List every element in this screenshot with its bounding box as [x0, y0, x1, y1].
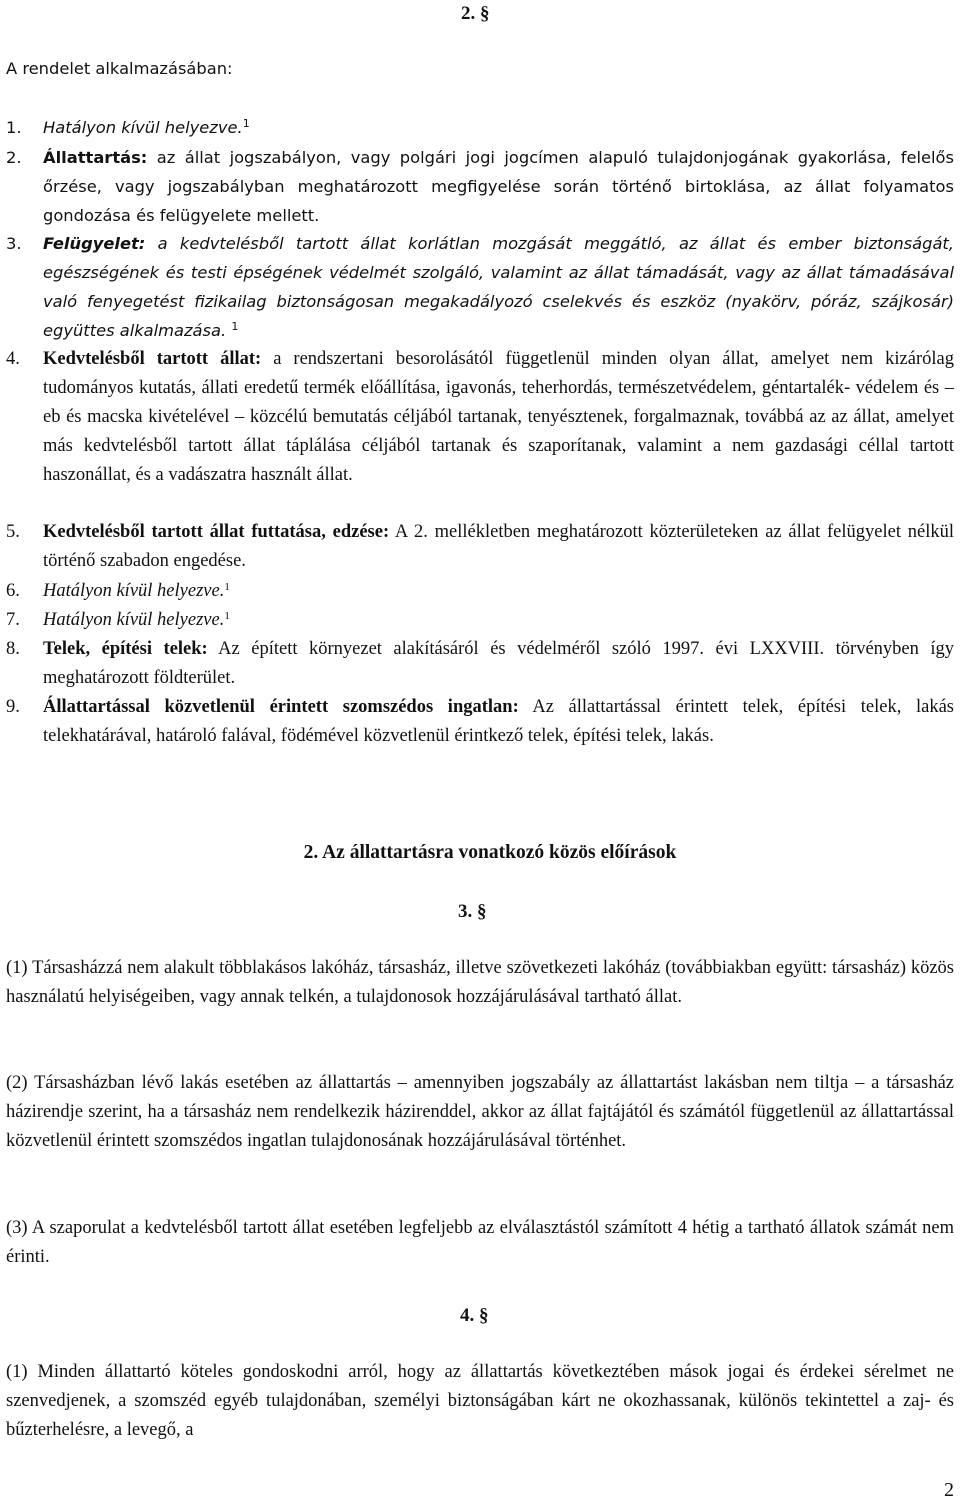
section-2-heading: 2. § — [461, 3, 490, 24]
definition-text: az állat jogszabályon, vagy polgári jogi jogcímen alapuló tulajdonjogának gyakorlása, felelős őrzése, vagy jogszabályban meghatározott megfigyelése során történő birtoklása, az állat folyamatos gondozása és felügyelete mellett. — [43, 148, 954, 225]
definition-text: Hatályon kívül helyezve. — [43, 610, 225, 630]
definition-term: Kedvtelésből tartott állat: — [43, 349, 262, 369]
definition-term: Felügyelet: — [43, 234, 146, 253]
definition-term: Állattartással közvetlenül érintett szomszédos ingatlan: — [43, 697, 519, 717]
definition-number: 6. — [6, 581, 20, 601]
definition-text: Hatályon kívül helyezve. — [43, 118, 243, 137]
section-3-paragraph-1: (1) Társasházzá nem alakult többlakásos lakóház, társasház, illetve szövetkezeti lakóház (továbbiakban együtt: társasház) közös használatú helyiségeiben, vagy annak telkén, a tulajdonosok hozzájárulásával tartható állat. — [6, 958, 954, 1007]
footnote-ref: 1 — [224, 581, 230, 593]
definition-term: Kedvtelésből tartott állat futtatása, edzése: — [43, 522, 390, 542]
definition-term: Telek, építési telek: — [43, 639, 208, 659]
definition-5 — [6, 518, 954, 576]
definition-term: Állattartás: — [43, 148, 148, 167]
definition-text: Az állattartással érintett telek, építési telek, lakás telekhatárával, határoló falával, födémével közvetlenül érintkező telek, építési telek, lakás. — [43, 697, 954, 746]
definition-number: 9. — [6, 697, 20, 717]
definition-9 — [6, 693, 954, 751]
definition-text: Az épített környezet alakításáról és védelméről szóló 1997. évi LXXVIII. törvényben így meghatározott földterület. — [43, 639, 955, 688]
definition-number: 5. — [6, 522, 20, 542]
definition-text: Hatályon kívül helyezve. — [43, 581, 225, 601]
intro-text: A rendelet alkalmazásában: — [6, 59, 233, 78]
definition-3 — [6, 229, 954, 345]
section-4-heading: 4. § — [460, 1305, 489, 1326]
definition-number: 8. — [6, 639, 20, 659]
definition-number: 3. — [6, 234, 22, 253]
definition-7 — [6, 606, 954, 635]
definition-number: 2. — [6, 148, 22, 167]
section-3-paragraph-2: (2) Társasházban lévő lakás esetében az állattartás – amennyiben jogszabály az állattartást lakásban nem tiltja – a társasház házirendje szerint, ha a társasház nem rendelkezik házirenddel, akkor az állat fajtájától és számától függetlenül az állattartással közvetlenül érintett szomszédos ingatlan tulajdonosának hozzájárulásával történhet. — [6, 1073, 954, 1151]
footnote-ref: 1 — [231, 320, 239, 333]
definition-number: 7. — [6, 610, 20, 630]
definition-8 — [6, 635, 954, 693]
page-number: 2 — [944, 1479, 954, 1501]
definition-text: A 2. mellékletben meghatározott közterületeken az állat felügyelet nélkül történő szabadon engedése. — [43, 522, 954, 571]
definition-2 — [6, 143, 954, 230]
section-4-paragraph-1: (1) Minden állattartó köteles gondoskodni arról, hogy az állattartás következtében mások jogai és érdekei sérelmet ne szenvedjenek, a szomszéd egyéb tulajdonában, személyi biztonságában kárt ne okozhassanak, különös tekintettel a zaj- és bűzterhelésre, a levegő, a — [6, 1362, 954, 1440]
chapter-title: 2. Az állattartásra vonatkozó közös előírások — [303, 842, 677, 863]
footnote-ref: 1 — [224, 610, 230, 622]
footnote-ref: 1 — [242, 117, 250, 130]
definition-6 — [6, 577, 954, 606]
section-3-heading: 3. § — [458, 901, 487, 922]
definition-number: 1. — [6, 118, 22, 137]
definition-text: a rendszertani besorolásától függetlenül minden olyan állat, amelyet nem kizárólag tudományos kutatás, állati eredetű termék előállítása, igavonás, teherhordás, természetvédelem, géntartalék- védelem és – eb és macska kivételével – közcélú bemutatás céljából tartanak, tenyésztenek, forgalmaznak, továbbá az az állat, amelyet más kedvtelésből tartott állat táplálása céljából tartanak és szaporítanak, valamint a nem gazdasági céllal tartott haszonállat, és a vadászatra használt állat. — [43, 349, 954, 485]
section-3-paragraph-3: (3) A szaporulat a kedvtelésből tartott állat esetében legfeljebb az elválasztástól számított 4 hétig a tartható állatok számát nem érinti. — [6, 1218, 954, 1267]
definition-1 — [6, 113, 954, 142]
definition-number: 4. — [6, 349, 20, 369]
definition-4 — [6, 345, 954, 490]
definition-text: a kedvtelésből tartott állat korlátlan mozgását meggátló, az állat és ember biztonságát, egészségének és testi épségének védelmét szolgáló, valamint az állat támadását, vagy az állat támadásával való fenyegetést fizikailag biztonságosan megakadályozó cselekvés és eszköz (nyakörv, póráz, szájkosár) együttes alkalmazása. — [43, 234, 954, 340]
